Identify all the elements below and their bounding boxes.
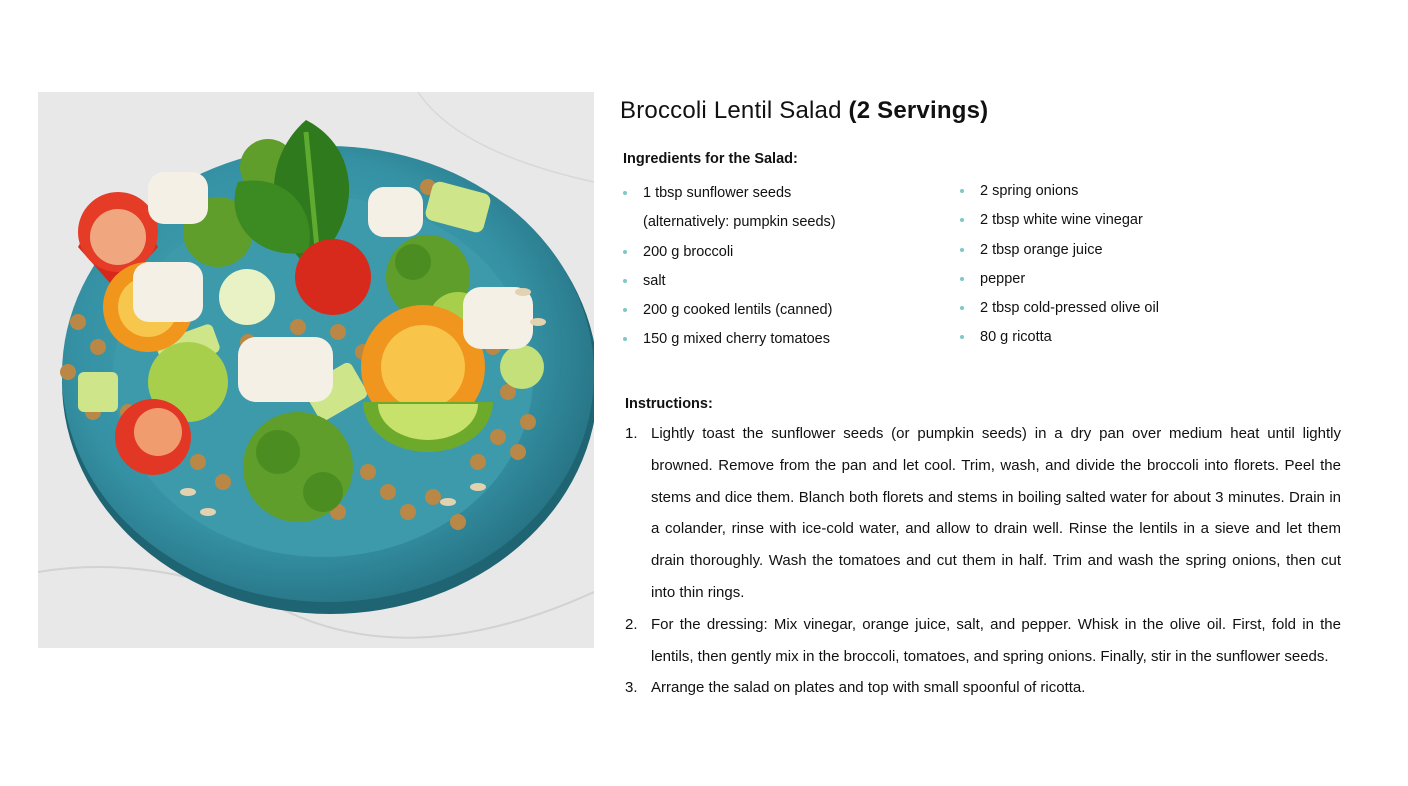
bullet-icon: [960, 335, 964, 339]
ingredient-text: 150 g mixed cherry tomatoes: [643, 331, 830, 348]
ingredient-text: 2 tbsp cold-pressed olive oil: [980, 300, 1159, 317]
list-item: [623, 238, 943, 267]
list-item: [623, 267, 943, 296]
bullet-icon: [623, 337, 627, 341]
bullet-icon: [960, 306, 964, 310]
list-item: [623, 325, 943, 354]
title-main: Broccoli Lentil Salad: [620, 97, 842, 124]
list-item: [623, 179, 943, 238]
list-item: [960, 206, 1280, 235]
bullet-icon: [960, 248, 964, 252]
step-number: 2.: [625, 615, 638, 633]
instructions-heading: Instructions:: [625, 396, 713, 412]
instruction-step: [625, 609, 1341, 673]
instructions-list: [625, 418, 1341, 704]
ingredient-text: 1 tbsp sunflower seeds: [643, 185, 792, 201]
ingredient-text: 80 g ricotta: [980, 329, 1052, 346]
ingredient-text: 2 tbsp white wine vinegar: [980, 212, 1143, 229]
instruction-step: [625, 418, 1341, 609]
bullet-icon: [623, 250, 627, 254]
step-text: Lightly toast the sunflower seeds (or pumpkin seeds) in a dry pan over medium heat until lightly browned. Remove from the pan and let cool. Trim, wash, and divide the broccoli into florets. Peel the stems and dice them. Blanch both florets and stems in boiling salted water for about 3 minutes. Drain in a colander, rinse with ice-cold water, and allow to drain well. Rinse the lentils in a sieve and let them drain thoroughly. Wash the tomatoes and cut them in half. Trim and wash the spring onions, then cut into thin rings.: [651, 425, 1341, 601]
ingredient-text: salt: [643, 272, 666, 289]
bullet-icon: [960, 189, 964, 193]
ingredients-list-left: [623, 179, 943, 355]
ingredient-text: 2 spring onions: [980, 183, 1079, 199]
list-item: [960, 236, 1280, 265]
ingredient-text: 2 tbsp orange juice: [980, 241, 1103, 258]
bullet-icon: [623, 279, 627, 283]
ingredient-note: (alternatively: pumpkin seeds): [643, 214, 836, 231]
salad-photo: [38, 92, 594, 648]
salad-illustration: [38, 92, 594, 648]
bullet-icon: [960, 277, 964, 281]
list-item: [623, 296, 943, 325]
step-text: Arrange the salad on plates and top with small spoonful of ricotta.: [651, 679, 1086, 697]
step-number: 3.: [625, 679, 638, 697]
ingredient-text: 200 g cooked lentils (canned): [643, 302, 833, 319]
bullet-icon: [623, 308, 627, 312]
instruction-step: [625, 672, 1341, 704]
ingredient-text: pepper: [980, 270, 1026, 287]
step-number: 1.: [625, 425, 638, 442]
recipe-title: [620, 97, 988, 125]
title-servings: (2 Servings): [848, 97, 989, 124]
list-item: [960, 265, 1280, 294]
step-text: For the dressing: Mix vinegar, orange juice, salt, and pepper. Whisk in the olive oil. First, fold in the lentils, then gently mix in the broccoli, tomatoes, and spring onions. Finally, stir in the sunflower seeds.: [651, 615, 1341, 665]
list-item: [960, 294, 1280, 323]
list-item: [960, 177, 1280, 206]
ingredients-list-right: [960, 177, 1280, 353]
list-item: [960, 323, 1280, 352]
ingredient-text: 200 g broccoli: [643, 243, 734, 260]
bullet-icon: [960, 218, 964, 222]
ingredients-heading: Ingredients for the Salad:: [623, 151, 798, 167]
bullet-icon: [623, 191, 627, 195]
